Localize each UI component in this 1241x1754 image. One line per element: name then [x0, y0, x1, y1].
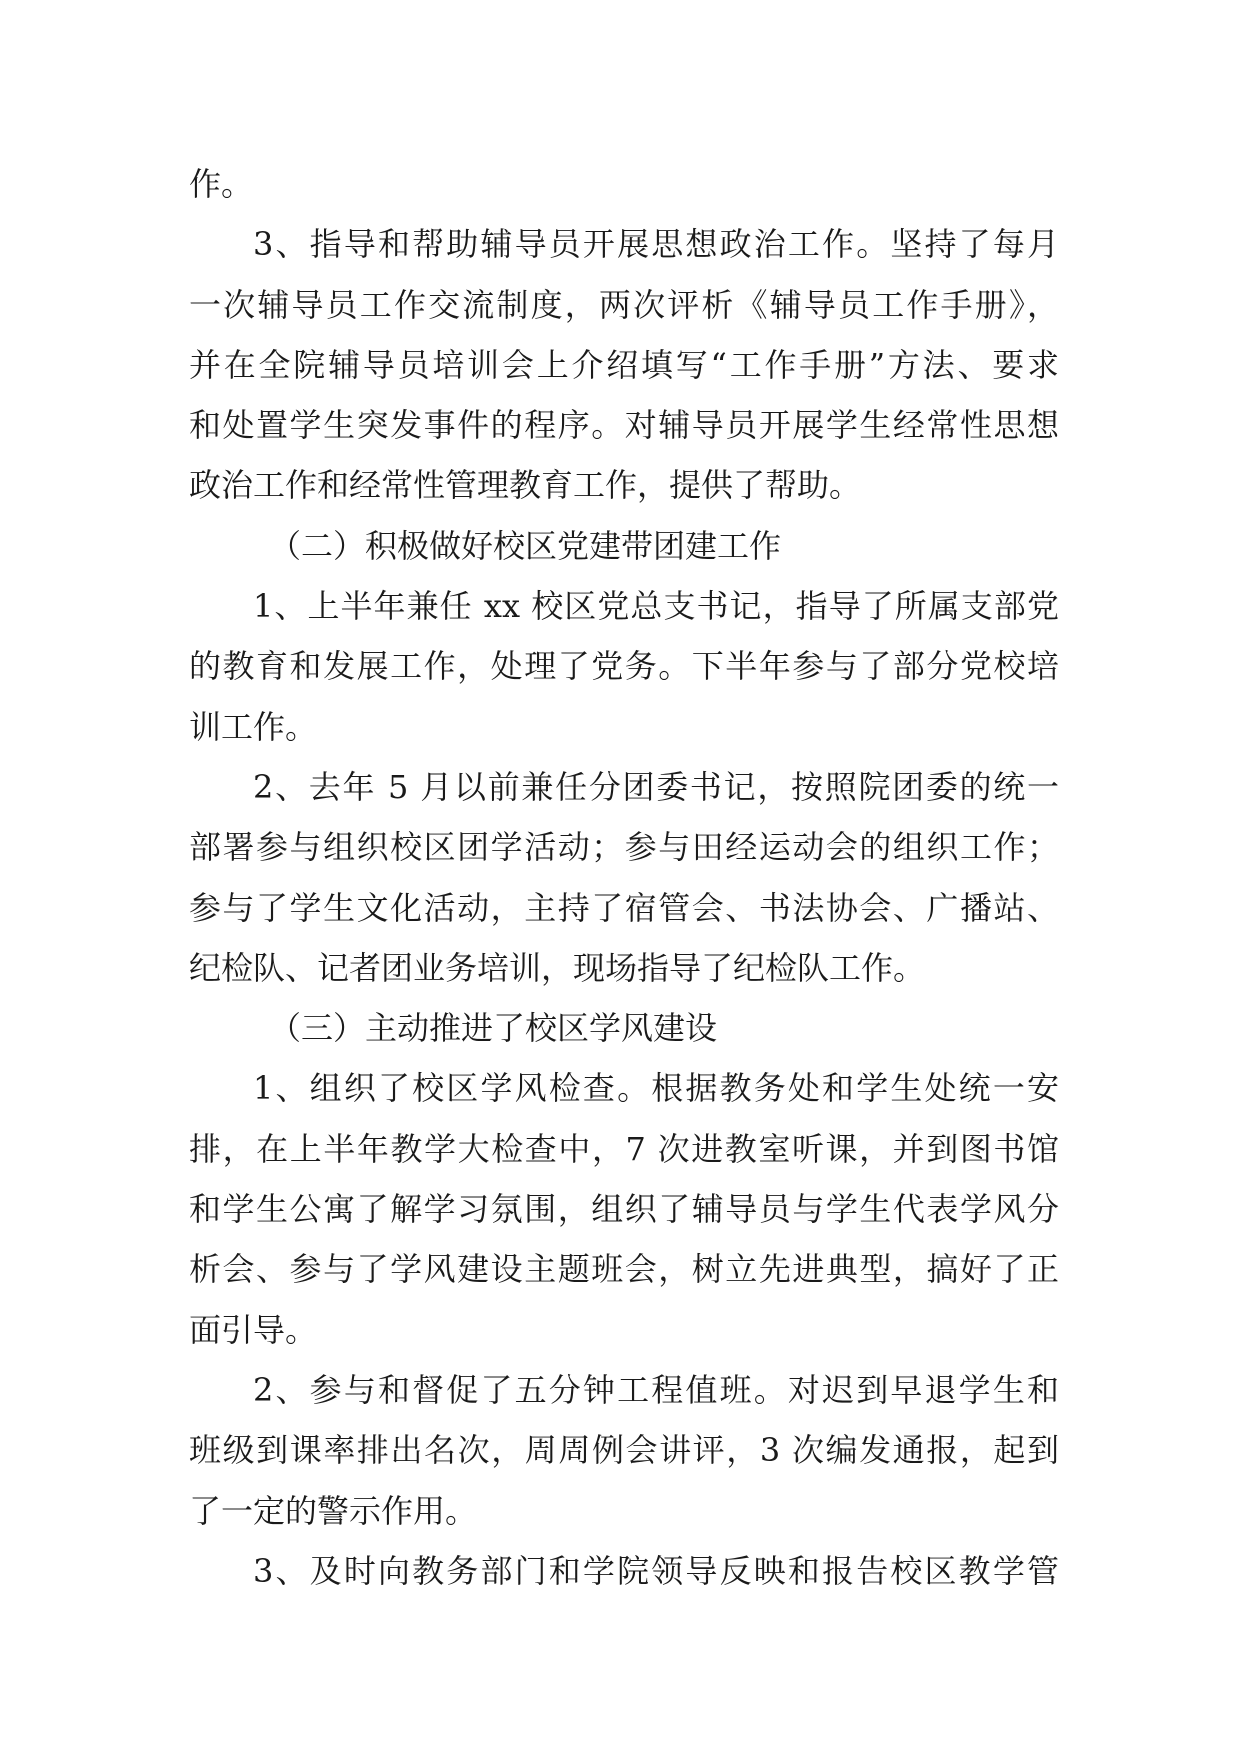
- paragraph-start-line: 1、上半年兼任 xx 校区党总支书记，指导了所属支部党: [253, 587, 1059, 626]
- section-heading: （二）积极做好校区党建带团建工作: [269, 526, 782, 565]
- text-line: 班级到课率排出名次，周周例会讲评，3 次编发通报，起到: [189, 1431, 1059, 1470]
- paragraph-start-line: 3、指导和帮助辅导员开展思想政治工作。坚持了每月: [253, 225, 1059, 264]
- text-line: 析会、参与了学风建设主题班会，树立先进典型，搞好了正: [189, 1250, 1059, 1289]
- text-line: 排，在上半年教学大检查中，7 次进教室听课，并到图书馆: [189, 1129, 1059, 1168]
- text-line: 和学生公寓了解学习氛围，组织了辅导员与学生代表学风分: [189, 1190, 1059, 1229]
- text-line: 纪检队、记者团业务培训，现场指导了纪检队工作。: [189, 948, 926, 987]
- document-body: [189, 154, 1059, 1601]
- text-line: 参与了学生文化活动，主持了宿管会、书法协会、广播站、: [189, 888, 1059, 927]
- section-heading: （三）主动推进了校区学风建设: [269, 1009, 718, 1048]
- paragraph-start-line: 2、去年 5 月以前兼任分团委书记，按照院团委的统一: [253, 767, 1059, 806]
- paragraph-start-line: 3、及时向教务部门和学院领导反映和报告校区教学管: [253, 1551, 1059, 1590]
- text-line: 的教育和发展工作，处理了党务。下半年参与了部分党校培: [189, 647, 1059, 686]
- text-line: 部署参与组织校区团学活动；参与田经运动会的组织工作；: [189, 828, 1059, 867]
- paragraph-start-line: 2、参与和督促了五分钟工程值班。对迟到早退学生和: [253, 1370, 1059, 1409]
- text-line: 一次辅导员工作交流制度，两次评析《辅导员工作手册》，: [189, 285, 1059, 324]
- text-line: 面引导。: [189, 1310, 318, 1349]
- text-line: 政治工作和经常性管理教育工作，提供了帮助。: [189, 466, 862, 505]
- text-line: 和处置学生突发事件的程序。对辅导员开展学生经常性思想: [189, 406, 1059, 445]
- text-line: 训工作。: [189, 707, 318, 746]
- text-line: 并在全院辅导员培训会上介绍填写“工作手册”方法、要求: [189, 345, 1059, 384]
- paragraph-start-line: 1、组织了校区学风检查。根据教务处和学生处统一安: [253, 1069, 1059, 1108]
- text-line: 了一定的警示作用。: [189, 1491, 478, 1530]
- text-line: 作。: [189, 165, 254, 203]
